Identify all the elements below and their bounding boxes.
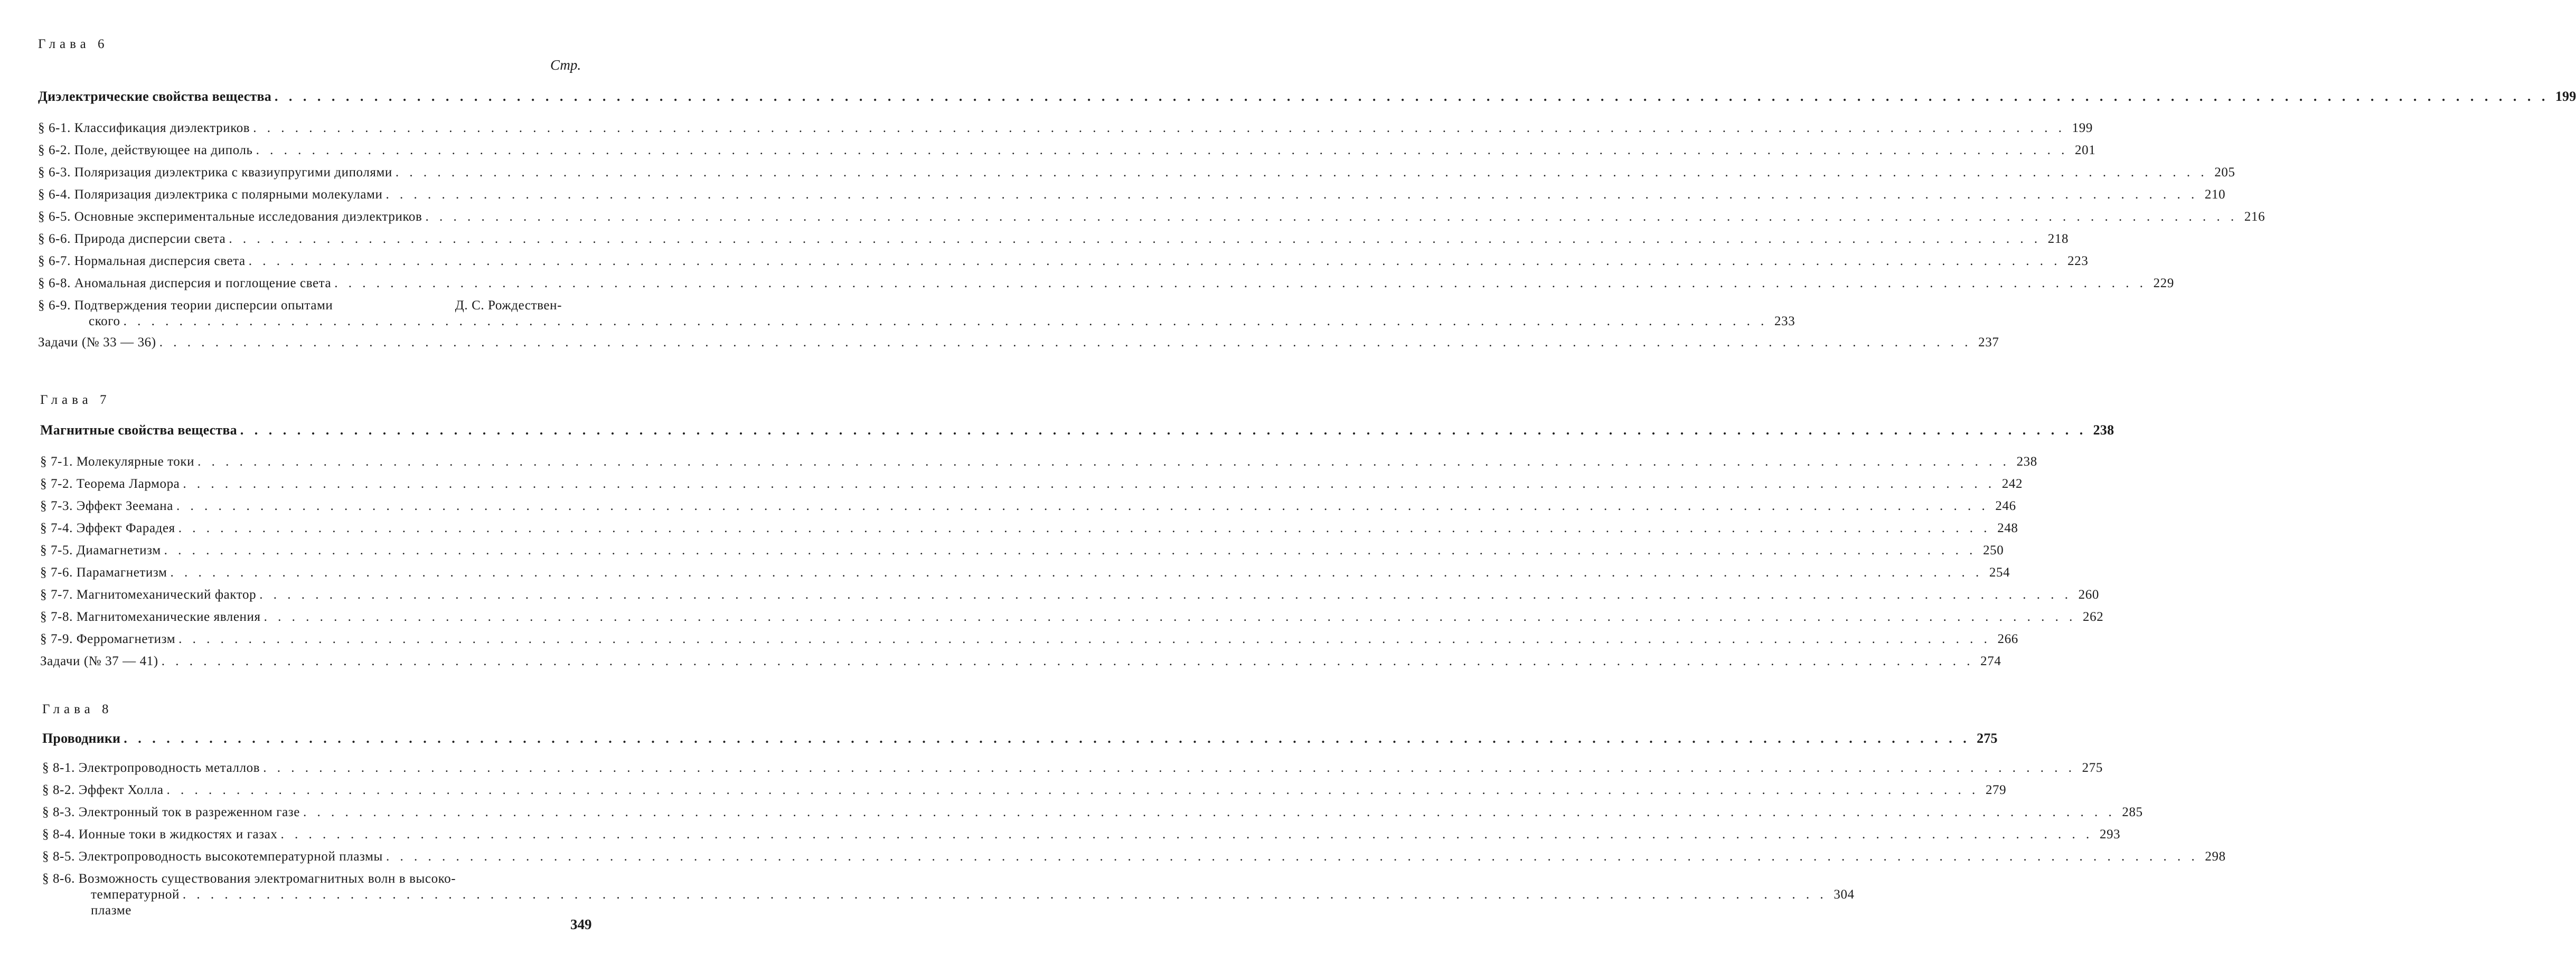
section-label: § 8-5. Электропроводность высокотемпературной плазмы <box>42 849 383 864</box>
section-label: § 7-7. Магнитомеханический фактор <box>40 588 257 602</box>
leader-dots: . . . . . . . . . . . . . . . . . . . . . . . . . . . . . . . . . . . . . . . . . . . . . . . . . . . . . . . . . . . . . . . . . . . . . . . . . . . . . . . . . . . . . . . . . . . . . . . . . . . . . . . . . . . . . . . . . . . . . . . . . . . . . . . . . . <box>178 521 1991 535</box>
toc-entry[interactable] <box>42 805 2143 820</box>
section-label: § 6-7. Нормальная дисперсия света <box>38 254 246 268</box>
chapter-title: Магнитные свойства вещества <box>40 422 237 438</box>
section-label: § 6-1. Классификация диэлектриков <box>38 121 250 135</box>
chapter-heading: Глава 7 <box>40 393 111 407</box>
leader-dots: . . . . . . . . . . . . . . . . . . . . . . . . . . . . . . . . . . . . . . . . . . . . . . . . . . . . . . . . . . . . . . . . . . . . . . . . . . . . . . . . . . . . . . . . . . . . . . . . . . . . . . . . . . . . . . . . . . . . . . . . . . . . . . . . . . <box>164 543 1977 557</box>
leader-dots: . . . . . . . . . . . . . . . . . . . . . . . . . . . . . . . . . . . . . . . . . . . . . . . . . . . . . . . . . . . . . . . . . . . . . . . . . . . . . . . . . . . . . . . . . . . . . . . . . . . . . . . . . . . . . . . . . . . . . . . . . . . . . . . . . . <box>259 588 2072 602</box>
leader-dots: . . . . . . . . . . . . . . . . . . . . . . . . . . . . . . . . . . . . . . . . . . . . . . . . . . . . . . . . . . . . . . . . . . . . . . . . . . . . . . . . . . . . . . . . . . . . . . . . . . . . . . . . . . . . . . . . . . . . . . . . . . . . . . . . . . <box>170 565 1983 580</box>
page-number-footer: 349 <box>570 916 592 932</box>
page-number: 304 <box>1834 887 1855 902</box>
leader-dots: . . . . . . . . . . . . . . . . . . . . . . . . . . . . . . . . . . . . . . . . . . . . . . . . . . . . . . . . . . . . . . . . . . . . . . . . . . . . . . . . . . . . . . . . . . . . . . . . . . . . . . . . . . . . . . . . . . . . . . . . . . . . . . . . . . <box>240 422 2087 438</box>
section-label: § 7-4. Эффект Фарадея <box>40 521 175 535</box>
section-label: § 8-1. Электропроводность металлов <box>42 761 260 775</box>
page-number: 254 <box>1989 565 2010 580</box>
leader-dots: . . . . . . . . . . . . . . . . . . . . . . . . . . . . . . . . . . . . . . . . . . . . . . . . . . . . . . . . . . . . . . . . . . . . . . . . . . . . . . . . . . . . . . . . . . . . . . . . . . . . . . . . . . . . . . . . . . . . . . . . . . . . . . . . . . <box>248 254 2061 268</box>
page-number: 238 <box>2093 422 2114 438</box>
toc-entry[interactable] <box>40 521 2018 536</box>
leader-dots: . . . . . . . . . . . . . . . . . . . . . . . . . . . . . . . . . . . . . . . . . . . . . . . . . . . . . . . . . . . . . . . . . . . . . . . . . . . . . . . . . . . . . . . . . . . . . . . . . . . . . . . . . . . . . . . . . . . . . . . . . . . . . . . . . . <box>124 731 1970 746</box>
leader-dots: . . . . . . . . . . . . . . . . . . . . . . . . . . . . . . . . . . . . . . . . . . . . . . . . . . . . . . . . . . . . . . . . . . . . . . . . . . . . . . . . . . . . . . . . . . . . . . . . . . . . . . . . . . . . . . . . . . . . . . . . . . . . . . . . . . <box>166 783 1979 797</box>
leader-dots: . . . . . . . . . . . . . . . . . . . . . . . . . . . . . . . . . . . . . . . . . . . . . . . . . . . . . . . . . . . . . . . . . . . . . . . . . . . . . . . . . . . . . . . . . . . . . . . . . . . . . . . . . . . . . . . . . . . . . . . . . . . . . . . . . . <box>303 805 2116 819</box>
page-number: 199 <box>2072 121 2093 135</box>
page-number: 274 <box>1980 654 2001 668</box>
section-label-line2: ского <box>89 314 120 328</box>
page-number: 250 <box>1983 543 2004 557</box>
section-label-line1: § 8-6. Возможность существования электромагнитных волн в высоко- <box>42 872 456 886</box>
leader-dots: . . . . . . . . . . . . . . . . . . . . . . . . . . . . . . . . . . . . . . . . . . . . . . . . . . . . . . . . . . . . . . . . . . . . . . . . . . . . . . . . . . . . . . . . . . . . . . . . . . . . . . . . . . . . . . . . . . . . . . . . . . . . . . . . . . <box>256 143 2069 157</box>
section-label-line1-tail: Д. С. Рождествен- <box>455 298 562 313</box>
page-number: 248 <box>1997 521 2018 535</box>
page-number: 233 <box>1774 314 1795 328</box>
page-number: 205 <box>2214 165 2235 179</box>
tasks-label: Задачи (№ 33 — 36) <box>38 335 156 349</box>
toc-entry[interactable] <box>40 609 2104 625</box>
section-label-line1: § 6-9. Подтверждения теории дисперсии опытами <box>38 298 333 313</box>
leader-dots: . . . . . . . . . . . . . . . . . . . . . . . . . . . . . . . . . . . . . . . . . . . . . . . . . . . . . . . . . . . . . . . . . . . . . . . . . . . . . . . . . . . . . . . . . . . . . . . . . . . . . . . . . . . . . . . . . . . . . . . . . . . . . . . . . . <box>263 761 2075 775</box>
toc-entry[interactable] <box>38 187 2226 203</box>
leader-dots: . . . . . . . . . . . . . . . . . . . . . . . . . . . . . . . . . . . . . . . . . . . . . . . . . . . . . . . . . . . . . . . . . . . . . . . . . . . . . . . . . . . . . . . . . . . . . . . . . . . . . . . . . . . . . . . . . . . . . . . . . . . . . . . . . . <box>264 610 2076 624</box>
toc-entry[interactable] <box>40 454 2037 470</box>
page-number: 266 <box>1997 632 2018 646</box>
leader-dots: . . . . . . . . . . . . . . . . . . . . . . . . . . . . . . . . . . . . . . . . . . . . . . . . . . . . . . . . . . . . . . . . . . . . . . . . . . . . . . . . . . . . . . . . . . . . . . . . . . . . . . . . . . . . . . . . . . . . . . . . . . . . . . . . . . <box>176 499 1989 513</box>
leader-dots: . . . . . . . . . . . . . . . . . . . . . . . . . . . . . . . . . . . . . . . . . . . . . . . . . . . . . . . . . . . . . . . . . . . . . . . . . . . . . . . . . . . . . . . . . . . . . . . . . . . . . . . . . . . . . . . . . . . . . . . . . . . . . . . . . . <box>161 654 1974 668</box>
chapter-heading: Глава 8 <box>42 702 113 716</box>
chapter-title-row[interactable] <box>42 731 1998 746</box>
page-number: 216 <box>2244 210 2265 224</box>
section-label: § 6-4. Поляризация диэлектрика с полярными молекулами <box>38 187 383 202</box>
leader-dots: . . . . . . . . . . . . . . . . . . . . . . . . . . . . . . . . . . . . . . . . . . . . . . . . . . . . . . . . . . . . . . . . . . . . . . . . . . . . . . . . . . . . . . . . . . . . . . . . . . . . . . . . . . . . . . . . . . . . . . . . . . . . . . . . . . <box>159 335 1972 349</box>
section-label: § 8-4. Ионные токи в жидкостях и газах <box>42 827 278 841</box>
section-label: § 7-2. Теорема Лармора <box>40 477 180 491</box>
toc-entry[interactable] <box>42 849 2226 865</box>
toc-entry[interactable] <box>38 231 2069 247</box>
toc-entry-tasks[interactable] <box>38 335 1999 351</box>
section-label: § 7-1. Молекулярные токи <box>40 455 195 469</box>
section-label: § 7-8. Магнитомеханические явления <box>40 610 261 624</box>
section-label: § 6-2. Поле, действующее на диполь <box>38 143 253 157</box>
toc-entry[interactable] <box>40 498 2016 514</box>
toc-entry[interactable] <box>38 209 2265 225</box>
toc-entry[interactable] <box>42 782 2007 798</box>
section-label: § 7-5. Диамагнетизм <box>40 543 161 557</box>
tasks-label: Задачи (№ 37 — 41) <box>40 654 158 668</box>
page-number: 199 <box>2555 89 2576 104</box>
section-label-line2: температурной плазме <box>91 887 180 918</box>
page-number: 229 <box>2153 276 2174 290</box>
toc-entry[interactable] <box>40 587 2099 603</box>
leader-dots: . . . . . . . . . . . . . . . . . . . . . . . . . . . . . . . . . . . . . . . . . . . . . . . . . . . . . . . . . . . . . . . . . . . . . . . . . . . . . . . . . . . . . . . . . . . . . . . . . . . . . . . . . . . . . . . . . . . . . . . . . . . . . . . . . . <box>386 187 2198 202</box>
leader-dots: . . . . . . . . . . . . . . . . . . . . . . . . . . . . . . . . . . . . . . . . . . . . . . . . . . . . . . . . . . . . . . . . . . . . . . . . . . . . . . . . . . . . . . . . . . . . . . . . . . . . . . . . . . . . . . . . . . . . . . . . . . . . . . . . . . . . . . . . . . . . . . . . . . . . . . . . . . . . . . . . <box>274 89 2549 104</box>
section-label: § 8-3. Электронный ток в разреженном газе <box>42 805 300 819</box>
toc-entry[interactable] <box>40 631 2018 647</box>
toc-entry[interactable] <box>38 143 2096 158</box>
chapter-title-row[interactable] <box>40 422 2114 438</box>
section-label: § 6-3. Поляризация диэлектрика с квазиупругими диполями <box>38 165 392 179</box>
page-number: 201 <box>2075 143 2096 157</box>
toc-entry-tasks[interactable] <box>40 654 2001 669</box>
section-label: § 6-8. Аномальная дисперсия и поглощение света <box>38 276 332 290</box>
page-number: 242 <box>2001 477 2023 491</box>
toc-entry-multiline[interactable] <box>42 871 1855 919</box>
leader-dots: . . . . . . . . . . . . . . . . . . . . . . . . . . . . . . . . . . . . . . . . . . . . . . . . . . . . . . . . . . . . . . . . . . . . . . . . . . . . . . . . . . . . . . . . . . . . . . . . . . . . . . . . . . . . . . . . . . . . . . . . . . . . . . . . . . <box>253 121 2065 135</box>
page-number: 275 <box>2082 761 2103 775</box>
leader-dots: . . . . . . . . . . . . . . . . . . . . . . . . . . . . . . . . . . . . . . . . . . . . . . . . . . . . . . . . . . . . . . . . . . . . . . . . . . . . . . . . . . . . . . . . . . . . . . . . . . . . . . . . . . . . . . . . . . . . . . . . . . . . . . . . . . <box>395 165 2208 179</box>
leader-dots: . . . . . . . . . . . . . . . . . . . . . . . . . . . . . . . . . . . . . . . . . . . . . . . . . . . . . . . . . . . . . . . . . . . . . . . . . . . . . . . . . . . . . . . . . . . . . . . . . . . . . . . . . . . . . . . . . . . . . . <box>182 887 1827 902</box>
page-number: 210 <box>2204 187 2226 202</box>
leader-dots: . . . . . . . . . . . . . . . . . . . . . . . . . . . . . . . . . . . . . . . . . . . . . . . . . . . . . . . . . . . . . . . . . . . . . . . . . . . . . . . . . . . . . . . . . . . . . . . . . . . . . . . . . . . . . . . . . . . . . . . . . . . . . . . . . . <box>386 849 2198 864</box>
toc-entry[interactable] <box>38 120 2093 136</box>
toc-entry[interactable] <box>38 165 2235 181</box>
leader-dots: . . . . . . . . . . . . . . . . . . . . . . . . . . . . . . . . . . . . . . . . . . . . . . . . . . . . . . . . . . . . . . . . . . . . . . . . . . . . . . . . . . . . . . . . . . . . . . . . . . . . . . . . . . . . . . . . . . . . . . . . . . . . . . . . . . <box>178 632 1991 646</box>
leader-dots: . . . . . . . . . . . . . . . . . . . . . . . . . . . . . . . . . . . . . . . . . . . . . . . . . . . . . . . . . . . . . . . . . . . . . . . . . . . . . . . . . . . . . . . . . . . . . . . . . . . . . . . . . . . . . . . . . . . . . . . . . . . . . . . . . . <box>198 455 2010 469</box>
section-label: § 6-6. Природа дисперсии света <box>38 232 226 246</box>
page-number: 279 <box>1985 783 2007 797</box>
chapter-heading: Глава 6 <box>38 37 109 51</box>
section-label: § 8-2. Эффект Холла <box>42 783 164 797</box>
toc-entry[interactable] <box>38 253 2089 269</box>
page-number: 223 <box>2067 254 2089 268</box>
page-column-header: Стр. <box>550 57 581 73</box>
leader-dots: . . . . . . . . . . . . . . . . . . . . . . . . . . . . . . . . . . . . . . . . . . . . . . . . . . . . . . . . . . . . . . . . . . . . . . . . . . . . . . . . . . . . . . . . . . . . . . . . . . . . . . . . . . . . . . . . . . . . . . . . . . . . . . . . . . <box>280 827 2093 841</box>
toc-entry[interactable] <box>40 476 2023 492</box>
toc-entry[interactable] <box>38 276 2174 291</box>
chapter-title-row[interactable] <box>38 89 2576 105</box>
leader-dots: . . . . . . . . . . . . . . . . . . . . . . . . . . . . . . . . . . . . . . . . . . . . . . . . . . . . . . . . . . . . . . . . . . . . . . . . . . . . . . . . . . . . . . . . . . . . . . . . . . . . . . . . . . . . . . . . . . . . . . . . . . . . . . . . . . <box>425 210 2238 224</box>
page-number: 218 <box>2047 232 2069 246</box>
leader-dots: . . . . . . . . . . . . . . . . . . . . . . . . . . . . . . . . . . . . . . . . . . . . . . . . . . . . . . . . . . . . . . . . . . . . . . . . . . . . . . . . . . . . . . . . . . . . . . . . . . . . . . . . . . . . . . . . . . . . . . . . . . . . . . . . . . <box>229 232 2042 246</box>
toc-entry[interactable] <box>42 760 2103 776</box>
section-label: § 7-9. Ферромагнетизм <box>40 632 176 646</box>
page-number: 246 <box>1995 499 2016 513</box>
page-number: 260 <box>2078 588 2099 602</box>
page-number: 275 <box>1977 731 1998 746</box>
toc-entry[interactable] <box>40 543 2004 559</box>
page-number: 293 <box>2099 827 2121 841</box>
section-label: § 7-3. Эффект Зеемана <box>40 499 173 513</box>
page-number: 298 <box>2205 849 2226 864</box>
page-number: 262 <box>2083 610 2104 624</box>
chapter-title: Проводники <box>42 731 121 746</box>
toc-entry[interactable] <box>40 565 2010 581</box>
toc-entry-multiline[interactable] <box>38 298 1795 329</box>
leader-dots: . . . . . . . . . . . . . . . . . . . . . . . . . . . . . . . . . . . . . . . . . . . . . . . . . . . . . . . . . . . . . . . . . . . . . . . . . . . . . . . . . . . . . . . . . . . . . . . . . . . . . . . . . . . . . . . . . . . . . . . . . . . . . . . . . . <box>183 477 1996 491</box>
page-number: 237 <box>1978 335 1999 349</box>
section-label: § 7-6. Парамагнетизм <box>40 565 167 580</box>
page-number: 238 <box>2016 455 2037 469</box>
chapter-title: Диэлектрические свойства вещества <box>38 89 271 104</box>
leader-dots: . . . . . . . . . . . . . . . . . . . . . . . . . . . . . . . . . . . . . . . . . . . . . . . . . . . . . . . . . . . . . . . . . . . . . . . . . . . . . . . . . . . . . . . . . . . . . . . . . . . . . . . . . . . . . . . . . . . . . . . . . . . . . . . . . . <box>334 276 2147 290</box>
leader-dots: . . . . . . . . . . . . . . . . . . . . . . . . . . . . . . . . . . . . . . . . . . . . . . . . . . . . . . . . . . . . . . . . . . . . . . . . . . . . . . . . . . . . . . . . . . . . . . . . . . . . . . . . . . . . . . . . . . . . . . <box>123 314 1768 328</box>
toc-entry[interactable] <box>42 827 2121 843</box>
page-number: 285 <box>2122 805 2143 819</box>
section-label: § 6-5. Основные экспериментальные исследования диэлектриков <box>38 210 422 224</box>
